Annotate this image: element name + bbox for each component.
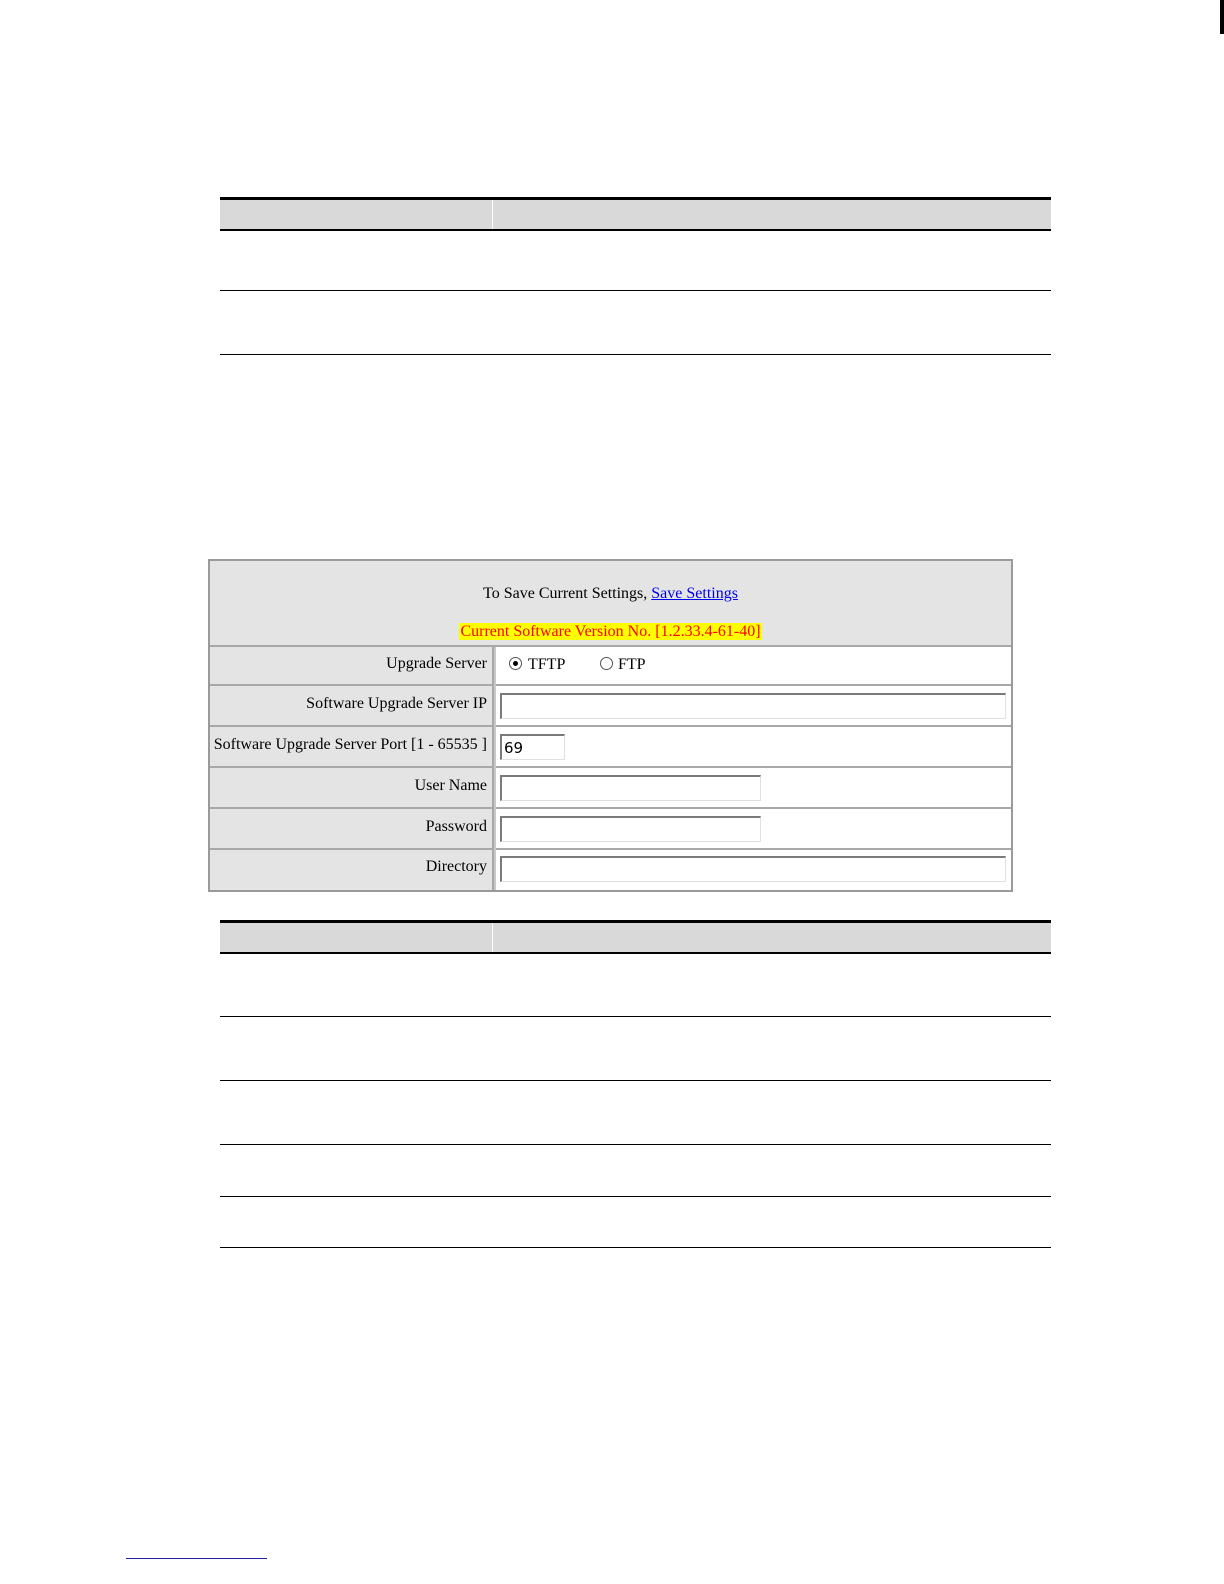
user-name-row bbox=[210, 768, 1011, 809]
table-row bbox=[220, 954, 1051, 1017]
user-name-input[interactable] bbox=[500, 775, 761, 801]
server-port-input[interactable] bbox=[500, 734, 565, 760]
server-port-cell bbox=[496, 727, 1011, 768]
page-edge-mark bbox=[1220, 0, 1224, 34]
footnote-separator bbox=[126, 1558, 267, 1559]
directory-cell bbox=[496, 850, 1011, 890]
description-table-2 bbox=[220, 920, 1051, 1248]
save-settings-line bbox=[210, 585, 1011, 603]
directory-row bbox=[210, 850, 1011, 890]
table-row bbox=[220, 1081, 1051, 1145]
server-ip-input[interactable] bbox=[500, 693, 1006, 719]
directory-label: Directory bbox=[210, 850, 494, 890]
description-table-header bbox=[220, 197, 1051, 231]
password-cell bbox=[496, 809, 1011, 850]
description-table-1 bbox=[220, 197, 1051, 355]
server-ip-row bbox=[210, 686, 1011, 727]
upgrade-server-row bbox=[210, 647, 1011, 686]
save-settings-prefix: To Save Current Settings, bbox=[483, 585, 648, 602]
software-upgrade-panel bbox=[208, 559, 1013, 892]
password-row bbox=[210, 809, 1011, 850]
directory-input[interactable] bbox=[500, 856, 1006, 882]
user-name-cell bbox=[496, 768, 1011, 809]
panel-header bbox=[210, 561, 1011, 647]
save-settings-link[interactable]: Save Settings bbox=[651, 585, 738, 602]
header-cell-object bbox=[220, 200, 493, 229]
table-row bbox=[220, 231, 1051, 291]
server-port-label: Software Upgrade Server Port [1 - 65535 ] bbox=[210, 727, 494, 768]
software-version-text: Current Software Version No. [1.2.33.4-61-40] bbox=[460, 623, 761, 640]
server-ip-label: Software Upgrade Server IP bbox=[210, 686, 494, 727]
password-label: Password bbox=[210, 809, 494, 850]
tftp-radio[interactable] bbox=[509, 657, 522, 670]
table-row bbox=[220, 1017, 1051, 1081]
table-row bbox=[220, 1145, 1051, 1197]
description-table-header bbox=[220, 920, 1051, 954]
table-row bbox=[220, 291, 1051, 355]
ftp-radio-label[interactable]: FTP bbox=[618, 656, 646, 673]
header-cell-object bbox=[220, 923, 493, 952]
ftp-radio[interactable] bbox=[600, 657, 613, 670]
password-input[interactable] bbox=[500, 816, 761, 842]
upgrade-server-options bbox=[496, 647, 1011, 686]
tftp-radio-label[interactable]: TFTP bbox=[528, 656, 566, 673]
software-version-line bbox=[210, 623, 1011, 641]
server-port-row bbox=[210, 727, 1011, 768]
user-name-label: User Name bbox=[210, 768, 494, 809]
upgrade-server-label: Upgrade Server bbox=[210, 647, 494, 686]
server-ip-cell bbox=[496, 686, 1011, 727]
table-row bbox=[220, 1197, 1051, 1248]
